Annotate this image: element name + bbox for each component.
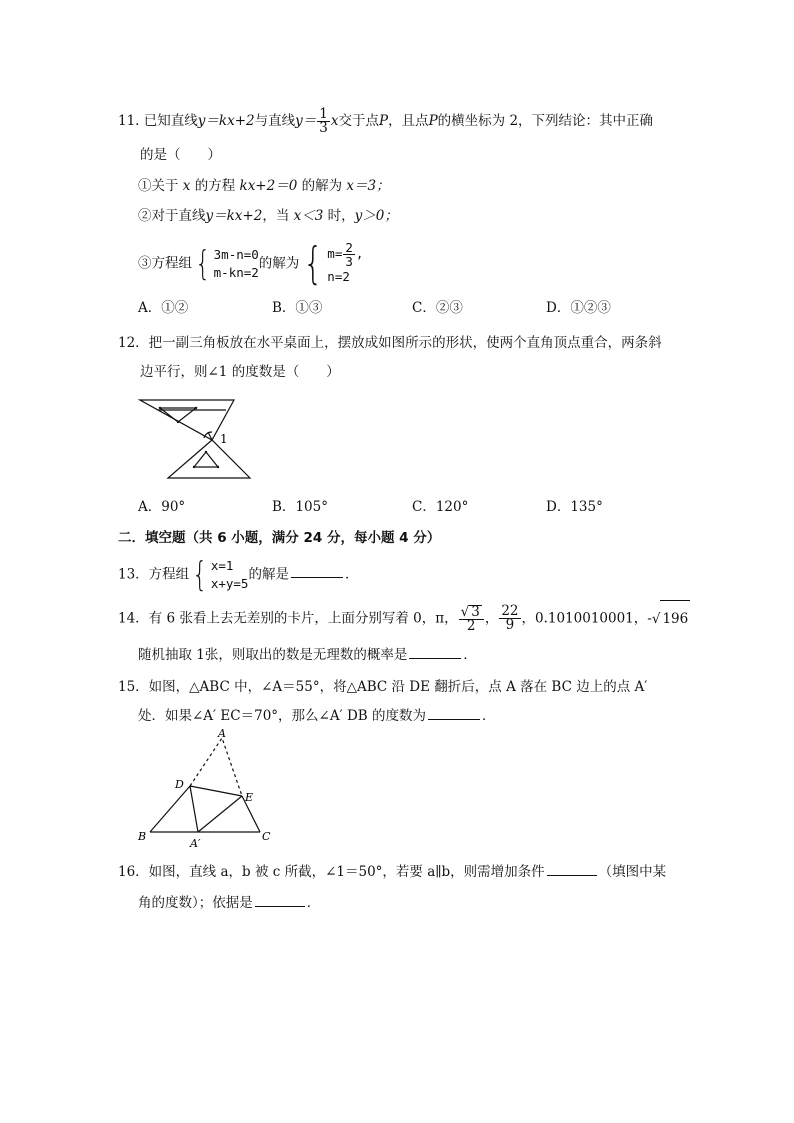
- q12-option-b: B．105°: [272, 499, 328, 515]
- q16-line2: 角的度数）；依据是 ．: [138, 895, 321, 911]
- lower-triangle: [168, 440, 250, 478]
- q16-condition-blank[interactable]: [547, 874, 597, 876]
- label-a: A: [218, 728, 226, 740]
- q15-line2: 处．如果∠A′ EC＝70°，那么∠A′ DB 的度数为 ．: [138, 708, 496, 724]
- q15-figure-triangle-fold: [132, 728, 282, 850]
- q12-figure-set-squares: [138, 392, 258, 484]
- fraction-22-over-9: $\frac{22}{9}$: [501, 603, 519, 633]
- fold-de: [190, 786, 242, 796]
- fraction-one-third: $\frac{1}{3}$: [319, 106, 328, 136]
- q13-line: 13．方程组 { x=1 x+y=5 的解是 ．: [118, 554, 359, 595]
- equation-system-3: { 3m-n=0 m-kn=2: [195, 243, 259, 284]
- label-d: D: [175, 778, 184, 791]
- label-e: E: [245, 791, 254, 804]
- q11-line2: 的是（ ）: [140, 147, 221, 163]
- q11-statement-1: ①关于 x 的方程 kx+2＝0 的解为 x＝3；: [138, 178, 390, 194]
- side-bd: [150, 786, 190, 832]
- q12-option-c: C．120°: [412, 499, 469, 515]
- label-a-prime: A′: [190, 837, 201, 850]
- lower-inner-triangle: [194, 452, 218, 467]
- q14-line1: 14．有 6 张看上去无差别的卡片，上面分别写着 0，π， √ 3 2 ， $\frac{22}{9}$ ，0.1010010001，-√ 196: [118, 600, 690, 637]
- q11-statement-3: ③方程组 { 3m-n=0 m-kn=2 的解为 { m= $\frac{2}{3}$ , n=2: [138, 237, 364, 289]
- label-b: B: [138, 830, 147, 843]
- q13-answer-blank[interactable]: [291, 576, 343, 578]
- q11-statement-2: ②对于直线y＝kx+2，当 x＜3 时，y＞0；: [138, 208, 398, 224]
- solution-system-3: { m= $\frac{2}{3}$ , n=2: [303, 237, 364, 289]
- q11-option-b: B．①③: [272, 300, 323, 316]
- segment-ea1: [198, 796, 242, 832]
- q12-option-a: A．90°: [138, 499, 186, 515]
- label-c: C: [262, 830, 271, 843]
- angle-1-label: 1: [220, 432, 228, 446]
- sqrt-196: √ 196: [652, 600, 690, 637]
- q16-reason-blank[interactable]: [255, 905, 305, 907]
- q15-line1: 15．如图，△ABC 中，∠A＝55°，将△ABC 沿 DE 翻折后，点 A 落在 BC 边上的点 A′: [118, 679, 648, 695]
- section-fill-in-title: 二．填空题（共 6 小题，满分 24 分，每小题 4 分）: [118, 530, 441, 546]
- equation-system-13: { x=1 x+y=5: [192, 554, 249, 595]
- q15-answer-blank[interactable]: [428, 718, 480, 720]
- q14-line2: 随机抽取 1张，则取出的数是无理数的概率是 ．: [138, 647, 477, 663]
- q14-answer-blank[interactable]: [409, 657, 461, 659]
- q11-option-c: C．②③: [412, 300, 463, 316]
- q12-line2: 边平行，则∠1 的度数是（ ）: [140, 364, 340, 380]
- q11-option-a: A．①②: [138, 300, 189, 316]
- q11-line1: 11. 已知直线y＝kx+2与直线y＝ $\frac{1}{3}$ x交于点P，且点P的横坐标为 2，下列结论：其中正确: [118, 106, 654, 136]
- q12-option-d: D．135°: [546, 499, 603, 515]
- segment-da1: [190, 786, 198, 832]
- fraction-sqrt3-over-2: √ 3 2: [459, 605, 484, 633]
- q12-line1: 12．把一副三角板放在水平桌面上，摆放成如图所示的形状，使两个直角顶点重合，两条斜: [118, 335, 662, 351]
- q16-line1: 16．如图，直线 a，b 被 c 所截，∠1＝50°，若要 a∥b，则需增加条件 （填图中某: [118, 864, 667, 880]
- q11-option-d: D．①②③: [546, 300, 611, 316]
